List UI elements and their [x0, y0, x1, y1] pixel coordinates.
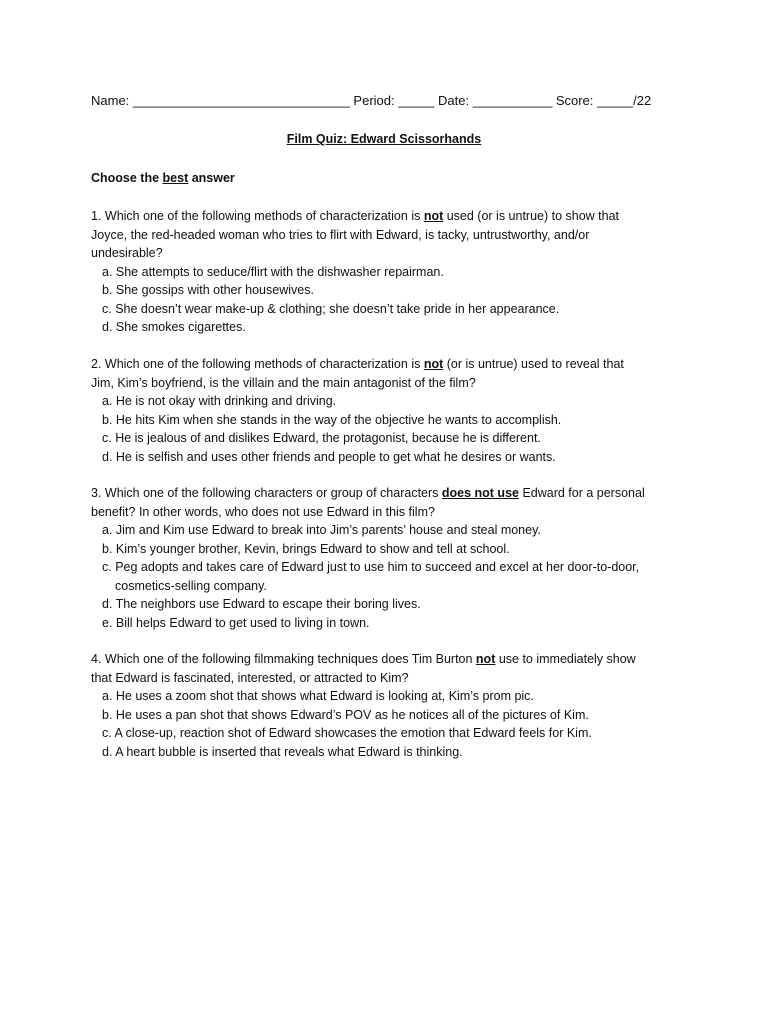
stem-text: 3. Which one of the following characters or group of characters [91, 486, 442, 500]
stem-emphasis: not [423, 357, 444, 371]
score-total: /22 [633, 93, 652, 108]
period-blank: _____ [398, 93, 435, 108]
option-c-line2: cosmetics-selling company. [115, 578, 267, 593]
instructions-pre: Choose the [91, 171, 163, 185]
instructions-post: answer [188, 171, 235, 185]
answer-options [91, 392, 691, 466]
period-label: Period: [349, 93, 399, 108]
stem-text: 1. Which one of the following methods of characterization is [91, 209, 424, 223]
date-blank: ___________ [472, 93, 553, 108]
name-label: Name: [91, 93, 133, 108]
answer-option-c [102, 558, 691, 595]
answer-option-d: d. He is selfish and uses other friends and people to get what he desires or wants. [102, 449, 556, 464]
answer-option-b: b. He uses a pan shot that shows Edward’s POV as he notices all of the pictures of Kim. [102, 707, 589, 722]
stem-emphasis: does not use [441, 486, 519, 500]
answer-option-a: a. Jim and Kim use Edward to break into Jim’s parents’ house and steal money. [102, 523, 541, 537]
question-stem [91, 207, 691, 263]
answer-options [91, 521, 691, 632]
stem-text: undesirable? [91, 246, 163, 260]
answer-option-e: e. Bill helps Edward to get used to living in town. [102, 615, 370, 630]
name-blank: ______________________________ [132, 93, 350, 108]
answer-option-c: c. She doesn’t wear make-up & clothing; she doesn’t take pride in her appearance. [102, 301, 560, 316]
stem-text: Joyce, the red-headed woman who tries to flirt with Edward, is tacky, untrustworthy, and/or [91, 227, 590, 242]
answer-option-d: d. She smokes cigarettes. [102, 320, 246, 334]
instructions [91, 171, 235, 185]
stem-text: Edward for a personal [518, 486, 645, 500]
date-label: Date: [434, 93, 473, 108]
answer-option-a: a. He uses a zoom shot that shows what Edward is looking at, Kim’s prom pic. [102, 689, 534, 703]
option-c-line1: c. Peg adopts and takes care of Edward just to use him to succeed and excel at her door-to-door, [102, 560, 640, 574]
answer-option-c: c. A close-up, reaction shot of Edward showcases the emotion that Edward feels for Kim. [102, 726, 592, 740]
answer-option-b: b. Kim’s younger brother, Kevin, brings Edward to show and tell at school. [102, 541, 510, 556]
answer-option-d: d. The neighbors use Edward to escape their boring lives. [102, 597, 421, 611]
question-2 [91, 355, 691, 466]
stem-emphasis: not [475, 652, 496, 666]
question-stem [91, 484, 691, 521]
stem-emphasis: not [423, 209, 444, 223]
header-fields [91, 93, 651, 108]
quiz-title: Film Quiz: Edward Scissorhands [286, 132, 482, 146]
answer-option-d: d. A heart bubble is inserted that reveals what Edward is thinking. [102, 744, 463, 759]
stem-text: (or is untrue) used to reveal that [443, 357, 624, 371]
answer-option-b: b. She gossips with other housewives. [102, 283, 314, 297]
stem-text: used (or is untrue) to show that [443, 209, 620, 223]
stem-text: benefit? In other words, who does not use Edward in this film? [91, 504, 435, 519]
stem-text: use to immediately show [495, 652, 636, 666]
question-1 [91, 207, 691, 337]
answer-option-c: c. He is jealous of and dislikes Edward, the protagonist, because he is different. [102, 431, 541, 445]
question-stem [91, 355, 691, 392]
answer-options [91, 687, 691, 761]
answer-option-a: a. She attempts to seduce/flirt with the dishwasher repairman. [102, 264, 444, 279]
stem-text: 4. Which one of the following filmmaking techniques does Tim Burton [91, 652, 476, 666]
instructions-emphasis: best [162, 171, 189, 185]
question-3 [91, 484, 691, 632]
stem-text: Jim, Kim’s boyfriend, is the villain and the main antagonist of the film? [91, 375, 476, 390]
score-blank: _____ [597, 93, 634, 108]
answer-option-a: a. He is not okay with drinking and driving. [102, 394, 337, 408]
score-label: Score: [552, 93, 598, 108]
stem-text: that Edward is fascinated, interested, or attracted to Kim? [91, 670, 409, 685]
question-stem [91, 650, 691, 687]
answer-options [91, 263, 691, 337]
stem-text: 2. Which one of the following methods of characterization is [91, 357, 424, 371]
answer-option-b: b. He hits Kim when she stands in the way of the objective he wants to accomplish. [102, 412, 562, 427]
question-4 [91, 650, 691, 761]
